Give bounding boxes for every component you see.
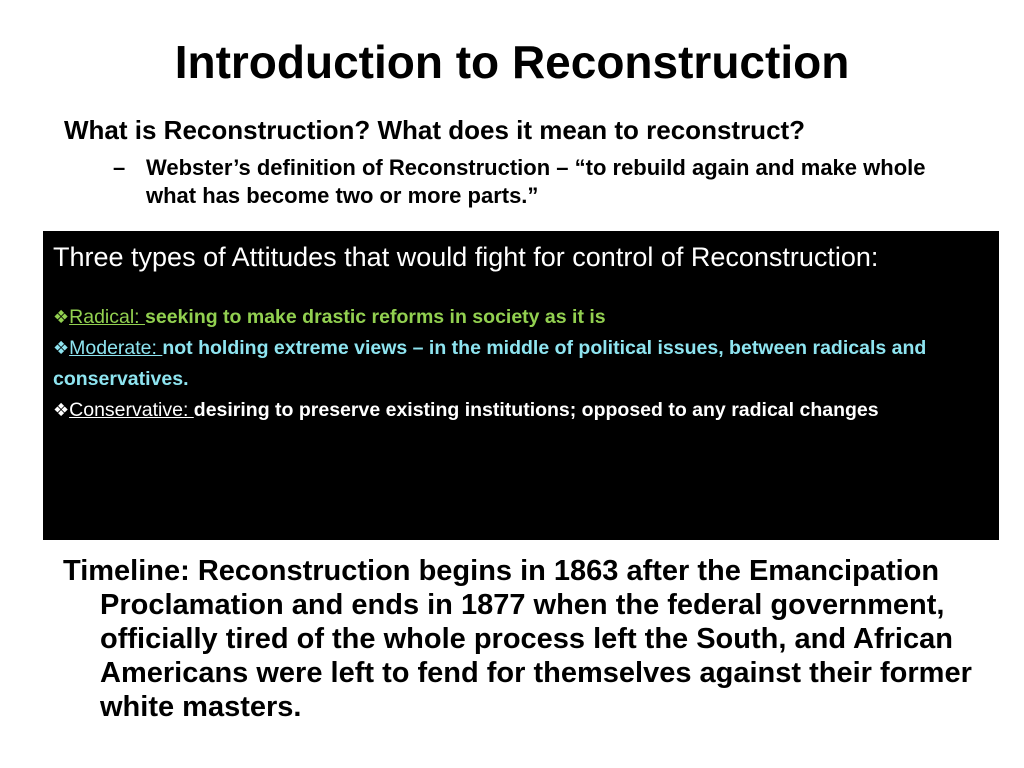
definition-text: Webster’s definition of Reconstruction – “to rebuild again and make whole what has become two or more parts.” <box>146 155 926 208</box>
attitude-item-radical <box>53 302 989 333</box>
attitude-term: Radical: <box>69 306 146 328</box>
attitude-item-moderate <box>53 333 989 395</box>
dash-bullet: – <box>113 155 126 180</box>
diamond-bullet-icon: ❖ <box>53 400 70 420</box>
attitude-list <box>53 302 989 426</box>
question-text: What is Reconstruction? What does it mean to reconstruct? <box>64 115 806 145</box>
diamond-bullet-icon: ❖ <box>53 307 70 327</box>
attitude-description: seeking to make drastic reforms in society as it is <box>145 306 606 328</box>
attitudes-box <box>43 231 999 540</box>
timeline-text: Timeline: Reconstruction begins in 1863 after the Emancipation Proclamation and ends in 1877 when the federal government, officially tired of the whole process left the South, and African Americans were left to fend for themselves against their former white masters. <box>63 555 972 723</box>
attitude-item-conservative <box>53 395 989 426</box>
attitude-term: Conservative: <box>69 399 194 421</box>
diamond-bullet-icon: ❖ <box>53 338 70 358</box>
slide-title: Introduction to Reconstruction <box>174 36 850 88</box>
attitude-description: not holding extreme views – in the middle of political issues, between radicals and conservatives. <box>53 337 927 390</box>
attitude-description: desiring to preserve existing institutions; opposed to any radical changes <box>193 399 879 421</box>
attitudes-heading: Three types of Attitudes that would fight for control of Reconstruction: <box>53 242 879 272</box>
attitude-term: Moderate: <box>69 337 163 359</box>
definition-item <box>113 154 943 210</box>
